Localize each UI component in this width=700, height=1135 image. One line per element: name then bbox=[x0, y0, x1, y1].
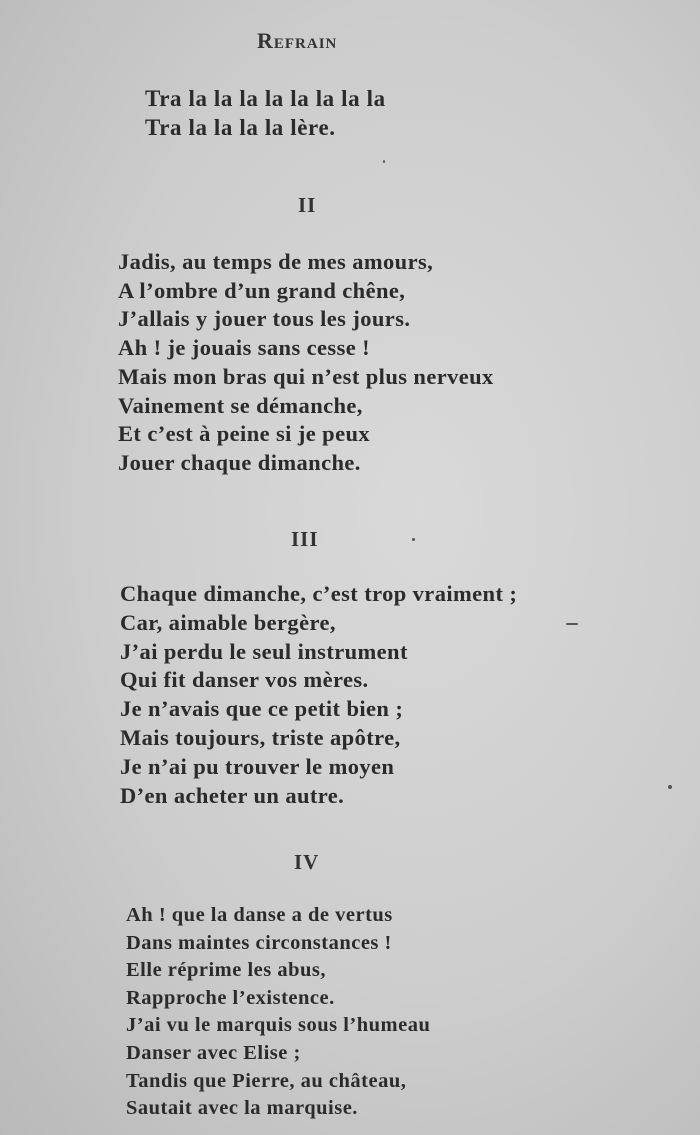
verse-line: Mais mon bras qui n’est plus nerveux bbox=[118, 363, 494, 389]
verse-line: Jouer chaque dimanche. bbox=[118, 449, 361, 475]
verse-line: Ah ! que la danse a de vertus bbox=[126, 904, 393, 926]
paper-speck bbox=[383, 160, 385, 163]
verse-line: Qui fit danser vos mères. bbox=[120, 667, 369, 693]
stanza-iv bbox=[126, 902, 430, 1123]
verse-line: D’en acheter un autre. bbox=[120, 782, 345, 808]
verse-line: Chaque dimanche, c’est trop vraiment ; bbox=[120, 581, 518, 606]
verse-line: Danser avec Elise ; bbox=[126, 1041, 301, 1064]
stanza-ii bbox=[118, 248, 494, 478]
verse-line: J’allais y jouer tous les jours. bbox=[118, 306, 411, 332]
refrain-heading: Refrain bbox=[257, 28, 338, 53]
verse-line: Vainement se démanche, bbox=[118, 392, 363, 418]
paper-speck bbox=[412, 538, 415, 541]
stanza-numeral-ii: II bbox=[298, 193, 317, 217]
verse-line: Elle réprime les abus, bbox=[126, 959, 327, 982]
stanza-numeral-iv: IV bbox=[294, 850, 320, 874]
verse-line: Ah ! je jouais sans cesse ! bbox=[118, 335, 371, 361]
verse-line: J’ai perdu le seul instrument bbox=[120, 638, 408, 664]
verse-line: Jadis, au temps de mes amours, bbox=[118, 249, 434, 274]
verse-line: Je n’ai pu trouver le moyen bbox=[120, 753, 395, 779]
verse-line: Rapproche l’existence. bbox=[126, 986, 335, 1009]
verse-line: Je n’avais que ce petit bien ; bbox=[120, 696, 404, 722]
stanza-numeral-iii: III bbox=[291, 527, 319, 551]
verse-line: Dans maintes circonstances ! bbox=[126, 931, 392, 954]
paper-speck bbox=[668, 785, 672, 789]
stanza-iii bbox=[120, 580, 517, 810]
verse-line: Tra la la la la lère. bbox=[145, 115, 336, 140]
refrain-stanza bbox=[145, 84, 386, 142]
paper-speck bbox=[566, 623, 578, 625]
verse-line: A l’ombre d’un grand chêne, bbox=[118, 277, 406, 303]
verse-line: Sautait avec la marquise. bbox=[126, 1097, 358, 1120]
verse-line: J’ai vu le marquis sous l’humeau bbox=[126, 1014, 431, 1037]
verse-line: Car, aimable bergère, bbox=[120, 609, 336, 635]
verse-line: Et c’est à peine si je peux bbox=[118, 421, 371, 447]
verse-line: Tandis que Pierre, au château, bbox=[126, 1069, 407, 1092]
verse-line: Mais toujours, triste apôtre, bbox=[120, 724, 401, 750]
verse-line: Tra la la la la la la la la bbox=[145, 86, 386, 111]
